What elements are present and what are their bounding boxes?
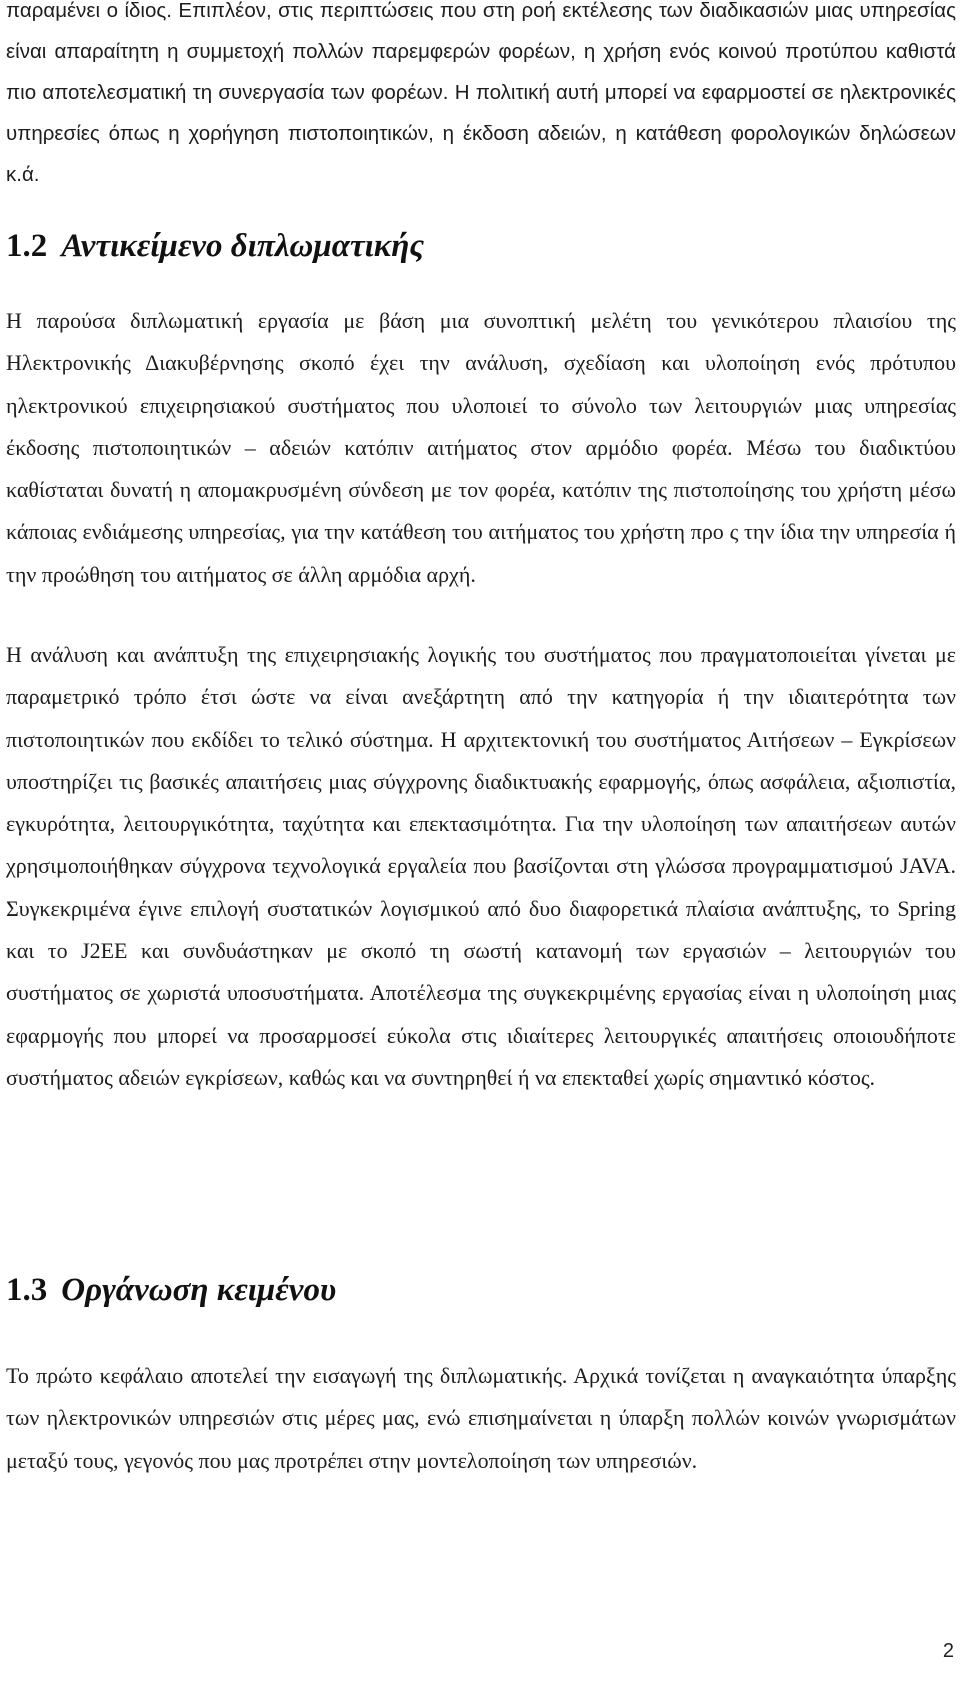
- section-number: 1.3: [6, 1272, 48, 1308]
- section-heading-1-3: [6, 1270, 336, 1310]
- section-heading-1-2: [6, 226, 424, 266]
- section-title: Αντικείμενο διπλωματικής: [61, 228, 425, 264]
- page-number: 2: [942, 1640, 954, 1662]
- section-1-3-paragraph-1: Το πρώτο κεφάλαιο αποτελεί την εισαγωγή της διπλωματικής. Αρχικά τονίζεται η αναγκαιότητα ύπαρξης των ηλεκτρονικών υπηρεσιών στις μέρες μας, ενώ επισημαίνεται η ύπαρξη πολλών κοινών γνωρισμάτων μεταξύ τους, γεγονός που μας προτρέπει στην μοντελοποίηση των υπηρεσιών.: [6, 1363, 956, 1473]
- section-title: Οργάνωση κειμένου: [61, 1272, 337, 1308]
- section-1-2-paragraph-1: Η παρούσα διπλωματική εργασία με βάση μια συνοπτική μελέτη του γενικότερου πλαισίου της Ηλεκτρονικής Διακυβέρνησης σκοπό έχει την ανάλυση, σχεδίαση και υλοποίηση ενός πρότυπου ηλεκτρονικού επιχειρησιακού συστήματος που υλοποιεί το σύνολο των λειτουργιών μιας υπηρεσίας έκδοσης πιστοποιητικών – αδειών κατόπιν αιτήματος στον αρμόδιο φορέα. Μέσω του διαδικτύου καθίσταται δυνατή η απομακρυσμένη σύνδεση με τον φορέα, κατόπιν της πιστοποίησης του χρήστη μέσω κάποιας ενδιάμεσης υπηρεσίας, για την κατάθεση του αιτήματος του χρήστη προ ς την ίδια την υπηρεσία ή την προώθηση του αιτήματος σε άλλη αρμόδια αρχή.: [6, 308, 956, 587]
- section-1-2-paragraph-2: Η ανάλυση και ανάπτυξη της επιχειρησιακής λογικής του συστήματος που πραγματοποιείται γίνεται με παραμετρικό τρόπο έτσι ώστε να είναι ανεξάρτητη από την κατηγορία ή την ιδιαιτερότητα των πιστοποιητικών που εκδίδει το τελικό σύστημα. Η αρχιτεκτονική του συστήματος Αιτήσεων – Εγκρίσεων υποστηρίζει τις βασικές απαιτήσεις μιας σύγχρονης διαδικτυακής εφαρμογής, όπως ασφάλεια, αξιοπιστία, εγκυρότητα, λειτουργικότητα, ταχύτητα και επεκτασιμότητα. Για την υλοποίηση των απαιτήσεων αυτών χρησιμοποιήθηκαν σύγχρονα τεχνολογικά εργαλεία που βασίζονται στη γλώσσα προγραμματισμού JAVA. Συγκεκριμένα έγινε επιλογή συστατικών λογισμικού από δυο διαφορετικά πλαίσια ανάπτυξης, το Spring και το J2EE και συνδυάστηκαν με σκοπό τη σωστή κατανομή των εργασιών – λειτουργιών του συστήματος σε χωριστά υποσυστήματα. Αποτέλεσμα της συγκεκριμένης εργασίας είναι η υλοποίηση μιας εφαρμογής που μπορεί να προσαρμοσεί εύκολα στις ιδιαίτερες λειτουργικές απαιτήσεις οποιουδήποτε συστήματος αδειών εγκρίσεων, καθώς και να συντηρηθεί ή να επεκταθεί χωρίς σημαντικό κόστος.: [6, 642, 956, 1090]
- section-number: 1.2: [6, 228, 48, 264]
- intro-paragraph: παραμένει ο ίδιος. Επιπλέον, στις περιπτώσεις που στη ροή εκτέλεσης των διαδικασιών μιας υπηρεσίας είναι απαραίτητη η συμμετοχή πολλών παρεμφερών φορέων, η χρήση ενός κοινού προτύπου καθιστά πιο αποτελεσματική τη συνεργασία των φορέων. Η πολιτική αυτή μπορεί να εφαρμοστεί σε ηλεκτρονικές υπηρεσίες όπως η χορήγηση πιστοποιητικών, η έκδοση αδειών, η κατάθεση φορολογικών δηλώσεων κ.ά.: [6, 0, 956, 186]
